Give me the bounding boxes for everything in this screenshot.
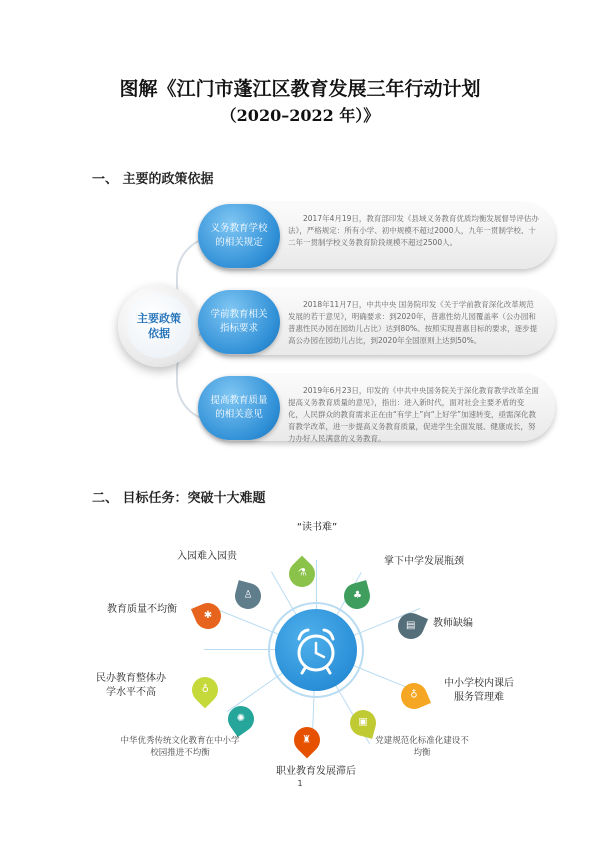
clipboard-icon: ▣ bbox=[347, 707, 379, 739]
goal-label: 中华优秀传统文化教育在中小学校园推进不均衡 bbox=[120, 736, 240, 758]
goal-label: 民办教育整体办学水平不高 bbox=[96, 673, 166, 698]
goal-label: 教育质量不均衡 bbox=[107, 604, 177, 615]
document-title-line2: （2020–2022 年）》 bbox=[220, 106, 380, 125]
goal-label: 中小学校内课后服务管理难 bbox=[444, 678, 514, 703]
policy-item-text: 2019年6月23日，印发的《中共中央国务院关于深化教育教学改革全面提高义务教育质量的意见》，指出：进入新时代，面对社会主要矛盾的变化，人民群众的教育需求正在由“有学上”向“上好学”加速转变，亟需深化教育教学改革，进一步提高义务教育质量，促进学生全面发展、健康成长，努力办好人民满意的义务教育。 bbox=[288, 386, 539, 443]
goal-label: 党建规范化标准化建设不均衡 bbox=[375, 736, 469, 758]
goal-label: 职业教育发展滞后 bbox=[276, 766, 356, 777]
cup-icon: ♜ bbox=[289, 722, 326, 759]
section-heading-goals: 二、 目标任务：突破十大难题 bbox=[92, 491, 266, 506]
policy-item-text: 2018年11月7日，中共中央 国务院印发《关于学前教育深化改革规范发展的若干意见》，明确要求：到2020年，普惠性幼儿园覆盖率（公办园和普惠性民办园在园幼儿占比）达到80%。按照实现普惠目标的要求，逐步提高公办园在园幼儿占比，到2020年全国原则上达到50%。 bbox=[288, 300, 538, 345]
policy-item bbox=[200, 289, 555, 355]
flask-icon: ⚗ bbox=[284, 556, 321, 593]
growth-icon: ♣ bbox=[341, 580, 373, 612]
lightbulb-icon: ✱ bbox=[191, 599, 225, 633]
goal-label: 教师缺编 bbox=[433, 618, 473, 629]
goal-label: “读书难” bbox=[296, 522, 338, 533]
child-icon: ♙ bbox=[232, 580, 264, 612]
goal-label: 入园难入园贵 bbox=[177, 551, 237, 562]
page-number: 1 bbox=[297, 779, 303, 788]
policy-item bbox=[200, 375, 555, 441]
bulb-icon: ♁ bbox=[187, 672, 224, 709]
policy-item-label: 学前教育相关指标要求 bbox=[198, 290, 280, 354]
section-heading-policy: 一、 主要的政策依据 bbox=[92, 172, 214, 187]
bulb-icon: ♁ bbox=[397, 679, 431, 713]
policy-item-text: 2017年4月19日，教育部印发《县域义务教育优质均衡发展督导评估办法》，严格规定：所有小学、初中规模不超过2000人，九年一贯制学校、十二年一贯制学校义务教育阶段规模不超过2500人。 bbox=[288, 214, 539, 247]
atom-icon: ✺ bbox=[223, 701, 259, 737]
policy-item bbox=[200, 203, 555, 269]
document-title-line1: 图解《江门市蓬江区教育发展三年行动计划 bbox=[119, 78, 481, 100]
policy-item-label: 提高教育质量的相关意见 bbox=[198, 376, 280, 440]
goal-label: 掌下中学发展瓶颈 bbox=[384, 556, 464, 567]
policy-center-disc bbox=[118, 285, 200, 367]
policy-item-label: 义务教育学校的相关规定 bbox=[198, 204, 280, 268]
policy-center-label: 主要政策依据 bbox=[127, 294, 191, 358]
alarm-clock-icon bbox=[275, 609, 357, 691]
book-icon: ▤ bbox=[394, 609, 428, 643]
